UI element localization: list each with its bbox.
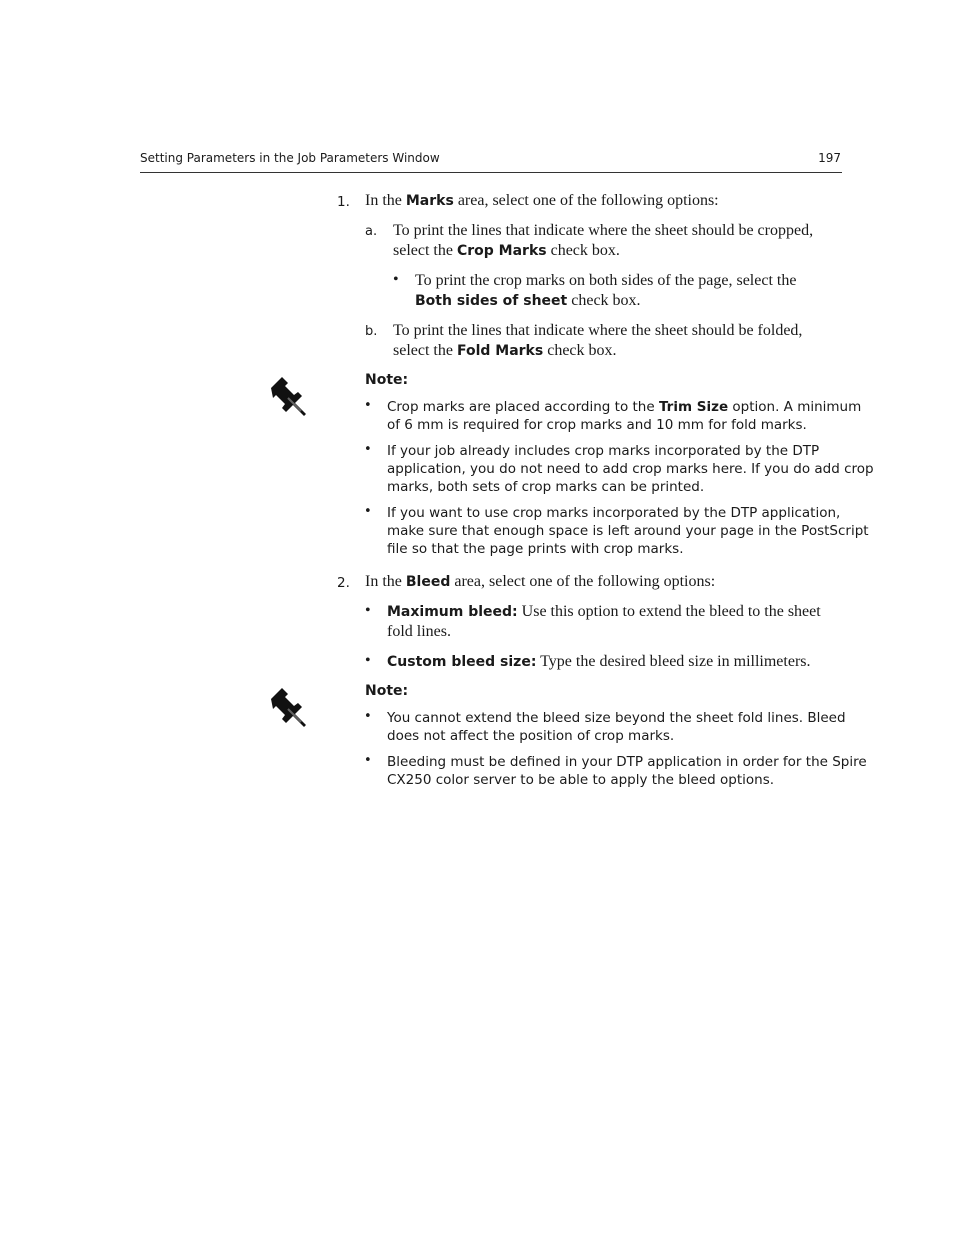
- note-item-trim-size: Crop marks are placed according to the Trim Size option. A minimum of 6 mm is required for crop marks and 10 mm for fold marks.: [387, 399, 862, 433]
- custom-bleed-term: Custom bleed size:: [387, 654, 537, 670]
- step-1-text: In the Marks area, select one of the following options:: [365, 192, 719, 209]
- note-title: Note:: [365, 683, 409, 699]
- pushpin-note-icon: [268, 685, 312, 729]
- marks-term: Marks: [405, 193, 454, 209]
- substep-a-text: To print the lines that indicate where the sheet should be cropped, select the Crop Marks check box.: [393, 222, 814, 259]
- note-bullet-mark: •: [364, 709, 372, 724]
- bullet-mark: •: [365, 652, 371, 669]
- substep-b-text: To print the lines that indicate where the sheet should be folded, select the Fold Marks check box.: [393, 322, 803, 359]
- step-2-text: In the Bleed area, select one of the following options:: [365, 573, 716, 590]
- step-2-number: 2.: [337, 575, 350, 591]
- note-bullet-mark: •: [364, 442, 372, 457]
- bullet-mark: •: [365, 602, 371, 619]
- bleed-term: Bleed: [405, 574, 451, 590]
- note-item-postscript-space: If you want to use crop marks incorporated by the DTP application, make sure that enough space is left around your page in the PostScript file so that the page prints with crop marks.: [387, 505, 869, 557]
- custom-bleed-item: Custom bleed size: Type the desired bleed size in millimeters.: [387, 653, 811, 670]
- substep-b-label: b.: [365, 324, 378, 339]
- note-item-bleed-limit: You cannot extend the bleed size beyond the sheet fold lines. Bleed does not affect the position of crop marks.: [387, 710, 846, 744]
- trim-size-term: Trim Size: [658, 399, 729, 415]
- note-bullet-mark: •: [364, 753, 372, 768]
- fold-marks-term: Fold Marks: [456, 343, 544, 359]
- maximum-bleed-term: Maximum bleed:: [387, 604, 518, 620]
- bullet-mark: •: [393, 271, 399, 288]
- header-title: Setting Parameters in the Job Parameters Window: [140, 151, 440, 165]
- both-sides-term: Both sides of sheet: [415, 293, 568, 309]
- note-bullet-mark: •: [364, 398, 372, 413]
- note-title: Note:: [365, 372, 409, 388]
- substep-a-label: a.: [365, 224, 378, 239]
- both-sides-bullet-text: To print the crop marks on both sides of the page, select the Both sides of sheet check box.: [415, 272, 797, 309]
- step-1-number: 1.: [337, 194, 350, 210]
- note-item-dtp-crop-marks: If your job already includes crop marks incorporated by the DTP application, you do not need to add crop marks here. If you do add crop marks, both sets of crop marks can be printed.: [387, 443, 874, 495]
- pushpin-note-icon: [268, 374, 312, 418]
- crop-marks-term: Crop Marks: [456, 243, 547, 259]
- running-header: [140, 150, 842, 173]
- maximum-bleed-item: Maximum bleed: Use this option to extend the bleed to the sheet fold lines.: [387, 603, 821, 640]
- note-bullet-mark: •: [364, 504, 372, 519]
- page-number: 197: [818, 151, 841, 165]
- note-item-dtp-bleed: Bleeding must be defined in your DTP application in order for the Spire CX250 color server to be able to apply the bleed options.: [387, 754, 867, 788]
